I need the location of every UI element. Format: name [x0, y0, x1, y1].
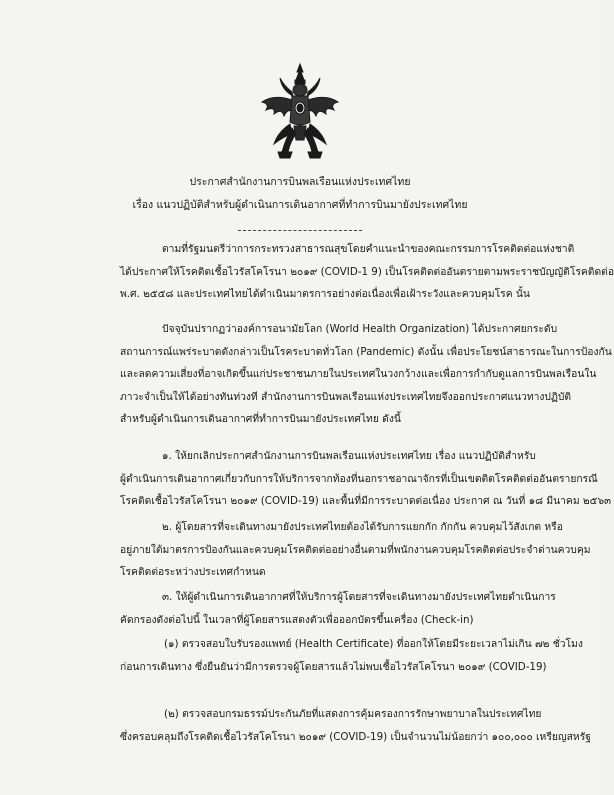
text-line: สำหรับผู้ดำเนินการเดินอากาศที่ทำการบินมายังประเทศไทย ดังนี้ [120, 413, 401, 426]
text-line: คัดกรองดังต่อไปนี้ ในเวลาที่ผู้โดยสารแสดงตัวเพื่อออกบัตรขึ้นเครื่อง (Check-in) [120, 613, 474, 626]
text-line: สถานการณ์แพร่ระบาดดังกล่าวเป็นโรคระบาดทั่วโลก (Pandemic) ดังนั้น เพื่อประโยชน์สาธารณะในการป้องกัน [120, 345, 612, 358]
text-line: ตามที่รัฐมนตรีว่าการกระทรวงสาธารณสุขโดยคำแนะนำของคณะกรรมการโรคติดต่อแห่งชาติ [162, 243, 575, 255]
text-line: ซึ่งครอบคลุมถึงโรคติดเชื้อไวรัสโคโรนา ๒๐๑๙ (COVID-19) เป็นจำนวนไม่น้อยกว่า ๑๐๐,๐๐๐ เหรียญสหรัฐ [120, 730, 591, 743]
text-line: (๒) ตรวจสอบกรมธรรม์ประกันภัยที่แสดงการคุ้มครองการรักษาพยาบาลในประเทศไทย [164, 708, 542, 720]
announcement-title: ประกาศสำนักงานการบินพลเรือนแห่งประเทศไทย [189, 176, 411, 188]
text-line: ๓. ให้ผู้ดำเนินการเดินอากาศที่ให้บริการผู้โดยสารที่จะเดินทางมายังประเทศไทยดำเนินการ [162, 591, 556, 603]
paragraph-context [120, 318, 612, 431]
text-line: และลดความเสี่ยงที่อาจเกิดขึ้นแก่ประชาชนภายในประเทศในวงกว้างและเพื่อการกำกับดูแลการบินพลเรือนใน [120, 368, 597, 381]
garuda-emblem-icon [258, 62, 342, 162]
paragraph-item-1 [120, 445, 612, 513]
paragraph-preamble [120, 238, 614, 306]
text-line: ภาวะจำเป็นให้ได้อย่างทันท่วงที สำนักงานการบินพลเรือนแห่งประเทศไทยจึงออกประกาศแนวทางปฏิบัติ [120, 390, 572, 403]
paragraph-subitem-2 [120, 703, 591, 748]
text-line: โรคติดเชื้อไวรัสโคโรนา ๒๐๑๙ (COVID-19) และพื้นที่มีการระบาดต่อเนื่อง ประกาศ ณ วันที่ ๑๘ มีนาคม ๒๕๖๓ [120, 495, 612, 508]
text-line: ผู้ดำเนินการเดินอากาศเกี่ยวกับการให้บริการจากท้องที่นอกราชอาณาจักรที่เป็นเขตติดโรคติดต่ออันตรายกรณี [120, 472, 598, 485]
text-line: ๒. ผู้โดยสารที่จะเดินทางมายังประเทศไทยต้องได้รับการแยกกัก กักกัน ควบคุมไว้สังเกต หรือ [162, 521, 563, 533]
text-line: ก่อนการเดินทาง ซึ่งยืนยันว่ามีการตรวจผู้โดยสารแล้วไม่พบเชื้อไวรัสโคโรนา ๒๐๑๙ (COVID-19) [120, 660, 547, 673]
text-line: ปัจจุบันปรากฏว่าองค์การอนามัยโลก (World Health Organization) ได้ประกาศยกระดับ [162, 323, 558, 335]
paragraph-item-3 [120, 586, 556, 631]
paragraph-item-2 [120, 516, 591, 584]
divider [238, 230, 362, 231]
text-line: ได้ประกาศให้โรคติดเชื้อไวรัสโคโรนา ๒๐๑๙ (COVID-1 9) เป็นโรคติดต่ออันตรายตามพระราชบัญญัติโรคติดต่อ [120, 265, 614, 278]
text-line: ๑. ให้ยกเลิกประกาศสำนักงานการบินพลเรือนแห่งประเทศไทย เรื่อง แนวปฏิบัติสำหรับ [162, 450, 536, 462]
paragraph-subitem-1 [120, 633, 583, 678]
announcement-subject: เรื่อง แนวปฏิบัติสำหรับผู้ดำเนินการเดินอากาศที่ทำการบินมายังประเทศไทย [132, 199, 468, 211]
text-line: (๑) ตรวจสอบใบรับรองแพทย์ (Health Certificate) ที่ออกให้โดยมีระยะเวลาไม่เกิน ๗๒ ชั่วโมง [164, 638, 583, 650]
text-line: โรคติดต่อระหว่างประเทศกำหนด [120, 566, 266, 579]
text-line: พ.ศ. ๒๕๕๘ และประเทศไทยได้ดำเนินมาตรการอย่างต่อเนื่องเพื่อเฝ้าระวังและควบคุมโรค นั้น [120, 288, 530, 301]
text-line: อยู่ภายใต้มาตรการป้องกันและควบคุมโรคติดต่ออย่างอื่นตามที่พนักงานควบคุมโรคติดต่อประจำด่านควบคุม [120, 543, 591, 556]
